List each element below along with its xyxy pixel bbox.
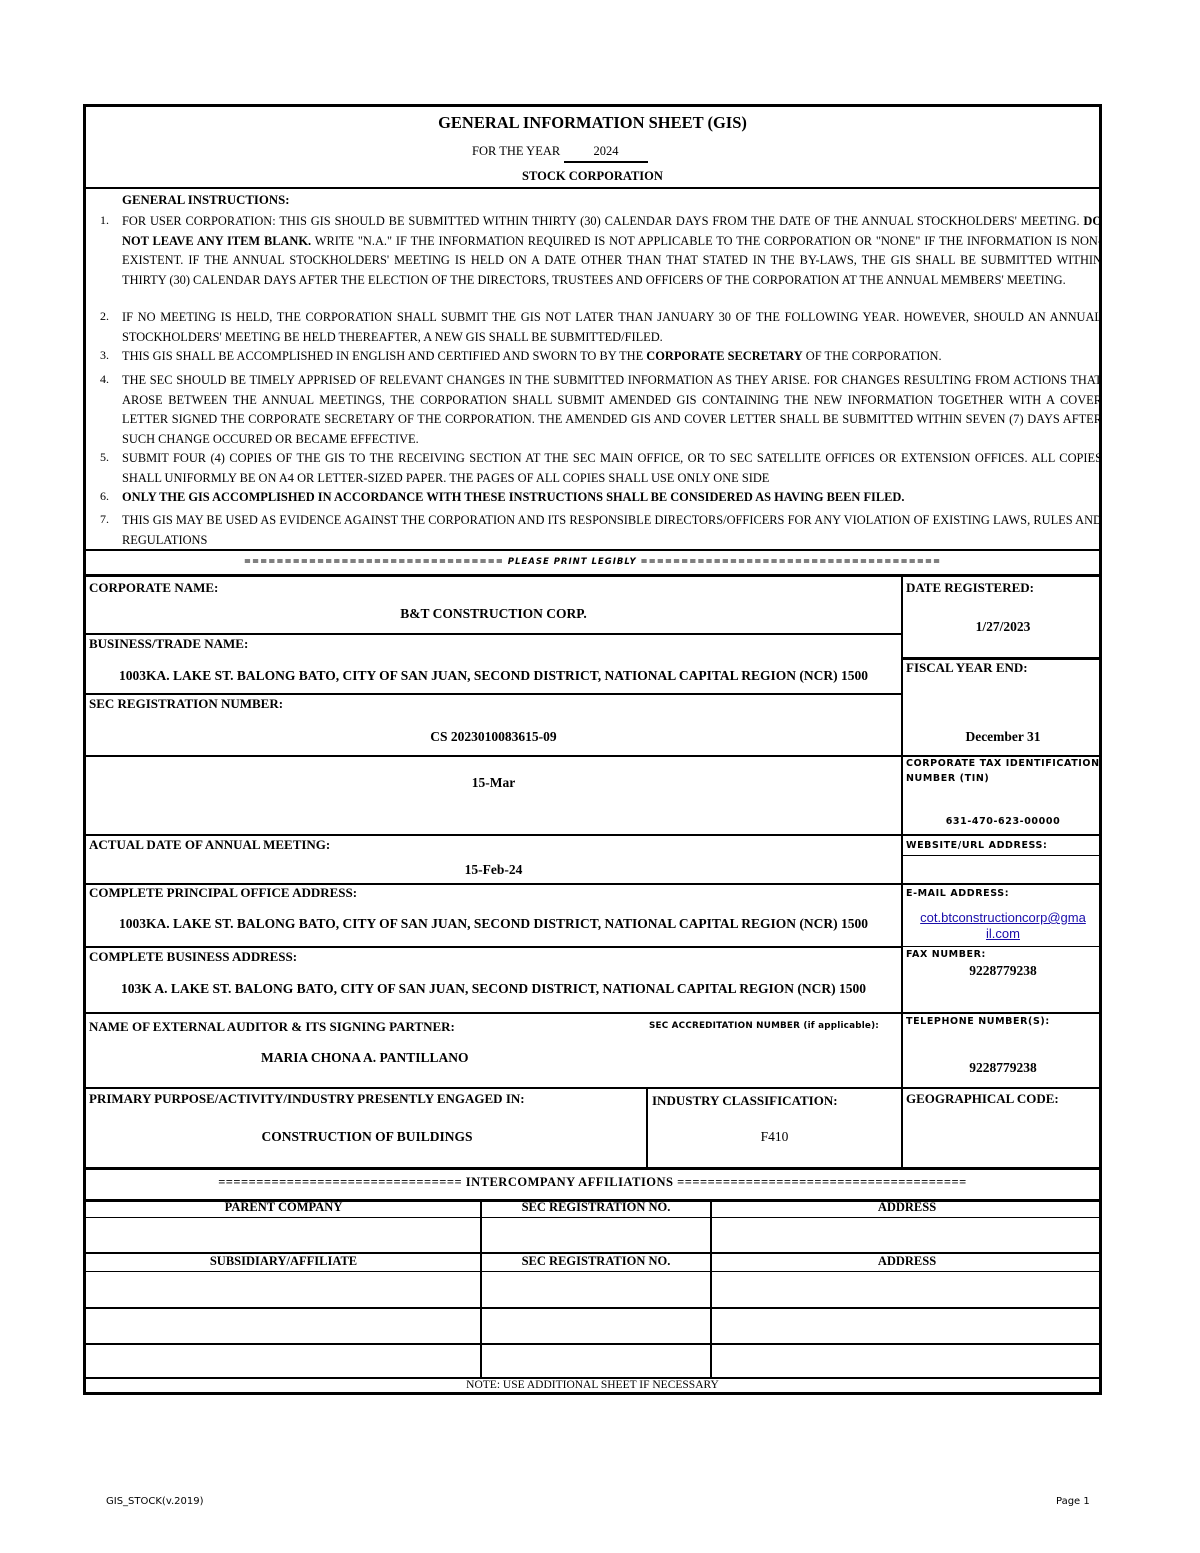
- divider: [903, 883, 1099, 885]
- industry-label: INDUSTRY CLASSIFICATION:: [652, 1093, 838, 1108]
- year-value: 2024: [564, 145, 648, 163]
- year-label: FOR THE YEAR: [472, 144, 561, 158]
- telephone-label: TELEPHONE NUMBER(S):: [906, 1016, 1050, 1027]
- instruction-text: FOR USER CORPORATION: THIS GIS SHOULD BE SUBMITTED WITHIN THIRTY (30) CALENDAR DAYS FROM THE DATE OF THE ANNUAL STOCKHOLDERS' MEETING.: [122, 214, 1084, 228]
- instruction-item: [122, 449, 1102, 488]
- instructions-heading: GENERAL INSTRUCTIONS:: [122, 193, 290, 207]
- instruction-number: 4.: [100, 372, 109, 386]
- auditor-value: MARIA CHONA A. PANTILLANO: [261, 1050, 469, 1065]
- divider: [901, 576, 903, 1167]
- date-registered-label: DATE REGISTERED:: [906, 580, 1034, 595]
- geographical-code-label: GEOGRAPHICAL CODE:: [906, 1091, 1059, 1106]
- instruction-item: [122, 511, 1102, 550]
- business-address-label: COMPLETE BUSINESS ADDRESS:: [89, 949, 298, 964]
- parent-address-header: ADDRESS: [877, 1200, 937, 1214]
- divider: [86, 187, 1099, 189]
- divider: [86, 755, 901, 757]
- form-subtitle: STOCK CORPORATION: [522, 169, 663, 183]
- industry-value: F410: [760, 1129, 789, 1144]
- instruction-emphasis: CORPORATE SECRETARY: [646, 349, 803, 363]
- purpose-label: PRIMARY PURPOSE/ACTIVITY/INDUSTRY PRESENTLY ENGAGED IN:: [89, 1091, 525, 1106]
- instruction-number: 3.: [100, 348, 109, 362]
- corporate-name-value: B&T CONSTRUCTION CORP.: [400, 606, 587, 621]
- gis-form: [83, 104, 1102, 1395]
- instruction-item: [122, 488, 1102, 508]
- divider: [86, 633, 901, 635]
- tin-label-line2: NUMBER (TIN): [906, 773, 990, 784]
- instruction-item: [122, 212, 1102, 290]
- divider: [86, 574, 1099, 577]
- divider: [86, 1012, 901, 1014]
- instruction-text: SUBMIT FOUR (4) COPIES OF THE GIS TO THE RECEIVING SECTION AT THE SEC MAIN OFFICE, OR TO SEC SATELLITE OFFICES OR EXTENSION OFFICES. ALL COPIES SHALL UNIFORMLY BE ON A4 OR LETTER-SIZED PAPER. THE PAGES OF ALL COPIES SHALL USE ONLY ONE SIDE: [122, 451, 1102, 485]
- meeting-date-value: 15-Mar: [471, 775, 516, 790]
- website-label: WEBSITE/URL ADDRESS:: [906, 840, 1048, 851]
- email-label: E-MAIL ADDRESS:: [906, 888, 1010, 899]
- instruction-number: 6.: [100, 489, 109, 503]
- instruction-number: 7.: [100, 512, 109, 526]
- parent-sec-no-header: SEC REGISTRATION NO.: [521, 1200, 671, 1214]
- parent-company-header: PARENT COMPANY: [224, 1200, 343, 1214]
- divider: [86, 1343, 1099, 1345]
- divider: [86, 693, 901, 695]
- tin-label: CORPORATE TAX IDENTIFICATION: [906, 758, 1100, 769]
- subsidiary-sec-no-header: SEC REGISTRATION NO.: [521, 1254, 671, 1268]
- fiscal-year-value: December 31: [965, 729, 1041, 744]
- divider: [903, 755, 1099, 757]
- email-link[interactable]: cot.btconstructioncorp@gma: [920, 910, 1086, 925]
- instruction-text: THE SEC SHOULD BE TIMELY APPRISED OF RELEVANT CHANGES IN THE SUBMITTED INFORMATION AS THEY ARISE. FOR CHANGES RESULTING FROM ACTIONS THAT AROSE BETWEEN THE ANNUAL MEETINGS, THE CORPORATION SHALL SUBMIT AMENDED GIS CONTAINING THE NEW INFORMATION TOGETHER WITH A COVER LETTER SIGNED THE CORPORATE SECRETARY OF THE CORPORATION. THE AMENDED GIS AND COVER LETTER SHALL BE SUBMITTED WITHIN SEVEN (7) DAYS AFTER SUCH CHANGE OCCURED OR BECAME EFFECTIVE.: [122, 373, 1102, 446]
- divider: [710, 1201, 712, 1379]
- divider: [480, 1201, 482, 1379]
- sec-registration-value: CS 2023010083615-09: [430, 729, 557, 744]
- corporate-name-label: CORPORATE NAME:: [89, 580, 219, 595]
- principal-address-label: COMPLETE PRINCIPAL OFFICE ADDRESS:: [89, 885, 358, 900]
- actual-meeting-value: 15-Feb-24: [464, 862, 523, 877]
- divider: [903, 1087, 1099, 1089]
- instruction-text: THIS GIS MAY BE USED AS EVIDENCE AGAINST THE CORPORATION AND ITS RESPONSIBLE DIRECTORS/OFFICERS FOR ANY VIOLATION OF EXISTING LAWS, RULES AND REGULATIONS: [122, 513, 1102, 547]
- sec-registration-label: SEC REGISTRATION NUMBER:: [89, 696, 284, 711]
- divider: [903, 855, 1099, 856]
- instruction-number: 1.: [100, 213, 109, 227]
- affiliations-note: NOTE: USE ADDITIONAL SHEET IF NECESSARY: [466, 1379, 719, 1391]
- divider: [86, 1307, 1099, 1309]
- auditor-label: NAME OF EXTERNAL AUDITOR & ITS SIGNING PARTNER:: [89, 1019, 455, 1034]
- instruction-item: [122, 308, 1102, 347]
- divider: [86, 1167, 1099, 1170]
- form-title: GENERAL INFORMATION SHEET (GIS): [438, 113, 747, 132]
- subsidiary-address-header: ADDRESS: [877, 1254, 937, 1268]
- date-registered-value: 1/27/2023: [975, 619, 1031, 634]
- business-address-value: 103K A. LAKE ST. BALONG BATO, CITY OF SAN JUAN, SECOND DISTRICT, NATIONAL CAPITAL REGION (NCR) 1500: [121, 981, 866, 996]
- divider: [86, 834, 901, 836]
- principal-address-value: 1003KA. LAKE ST. BALONG BATO, CITY OF SAN JUAN, SECOND DISTRICT, NATIONAL CAPITAL REGION (NCR) 1500: [118, 916, 869, 931]
- fax-value: 9228779238: [969, 963, 1037, 978]
- email-link-continued[interactable]: il.com: [986, 926, 1020, 941]
- divider: [646, 1089, 648, 1167]
- instruction-item: [122, 371, 1102, 449]
- divider: [903, 834, 1099, 836]
- purpose-value: CONSTRUCTION OF BUILDINGS: [261, 1129, 473, 1144]
- print-legibly-banner: ================================ PLEASE PRINT LEGIBLY =====================================: [243, 557, 942, 567]
- telephone-value: 9228779238: [969, 1060, 1037, 1075]
- accreditation-label: SEC ACCREDITATION NUMBER (if applicable):: [649, 1021, 880, 1031]
- divider: [86, 1271, 1099, 1272]
- instruction-text-tail: WRITE "N.A." IF THE INFORMATION REQUIRED IS NOT APPLICABLE TO THE CORPORATION OR "NONE" IF THE INFORMATION IS NON-EXISTENT. IF THE ANNUAL STOCKHOLDERS' MEETING IS HELD ON A DATE OTHER THAN THAT STATED IN THE BY-LAWS, THE GIS SHALL BE SUBMITTED WITHIN THIRTY (30) CALENDAR DAYS AFTER THE ELECTION OF THE DIRECTORS, TRUSTEES AND OFFICERS OF THE CORPORATION AT THE ANNUAL MEMBERS' MEETING.: [122, 233, 1102, 287]
- instruction-item: [122, 347, 1102, 367]
- divider: [903, 946, 1099, 947]
- instruction-emphasis: ONLY THE GIS ACCOMPLISHED IN ACCORDANCE WITH THESE INSTRUCTIONS SHALL BE CONSIDERED AS HAVING BEEN FILED.: [122, 490, 905, 504]
- divider: [903, 1012, 1099, 1014]
- page-number: Page 1: [1056, 1496, 1090, 1507]
- instruction-text-tail: OF THE CORPORATION.: [802, 349, 942, 363]
- divider: [86, 1087, 901, 1089]
- instruction-emphasis: DO NOT LEAVE ANY ITEM BLANK.: [122, 214, 1102, 248]
- form-version: GIS_STOCK(v.2019): [106, 1496, 204, 1507]
- instruction-text: THIS GIS SHALL BE ACCOMPLISHED IN ENGLISH AND CERTIFIED AND SWORN TO BY THE: [122, 349, 647, 363]
- business-name-label: BUSINESS/TRADE NAME:: [89, 636, 249, 651]
- fax-label: FAX NUMBER:: [906, 949, 986, 960]
- affiliations-banner: ================================ INTERCOMPANY AFFILIATIONS ======================================: [218, 1175, 967, 1189]
- divider: [86, 946, 901, 948]
- subsidiary-header: SUBSIDIARY/AFFILIATE: [209, 1254, 358, 1268]
- divider: [86, 549, 1099, 551]
- divider: [86, 1217, 1099, 1218]
- instruction-number: 5.: [100, 450, 109, 464]
- actual-meeting-label: ACTUAL DATE OF ANNUAL MEETING:: [89, 837, 331, 852]
- business-name-value: 1003KA. LAKE ST. BALONG BATO, CITY OF SAN JUAN, SECOND DISTRICT, NATIONAL CAPITAL REGION (NCR) 1500: [118, 668, 869, 683]
- instruction-text: IF NO MEETING IS HELD, THE CORPORATION SHALL SUBMIT THE GIS NOT LATER THAN JANUARY 30 OF THE FOLLOWING YEAR. HOWEVER, SHOULD AN ANNUAL STOCKHOLDERS' MEETING BE HELD THEREAFTER, A NEW GIS SHALL BE SUBMITTED/FILED.: [122, 310, 1102, 344]
- instruction-number: 2.: [100, 309, 109, 323]
- fiscal-year-label: FISCAL YEAR END:: [906, 660, 1028, 675]
- tin-value: 631-470-623-00000: [945, 816, 1061, 827]
